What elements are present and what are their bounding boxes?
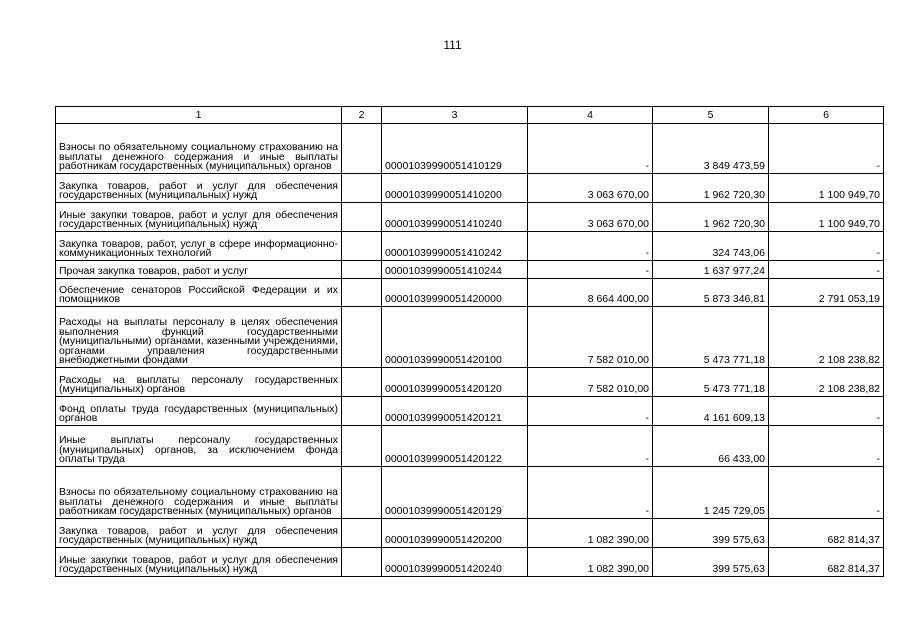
table-row	[56, 203, 884, 232]
row-col4: 1 082 390,00	[528, 548, 653, 577]
row-col6: 682 814,37	[769, 519, 884, 548]
column-header: 6	[769, 107, 884, 124]
row-col5: 1 962 720,30	[653, 174, 769, 203]
row-description: Иные закупки товаров, работ и услуг для обеспечения государственных (муниципальных) нужд	[56, 548, 342, 577]
column-header: 5	[653, 107, 769, 124]
table-row	[56, 279, 884, 307]
row-code: 00001039990051420240	[382, 548, 528, 577]
row-col5: 5 873 346,81	[653, 279, 769, 307]
table-row	[56, 426, 884, 467]
row-col5: 1 962 720,30	[653, 203, 769, 232]
row-code: 00001039990051410200	[382, 174, 528, 203]
row-col6: 1 100 949,70	[769, 174, 884, 203]
row-col2	[342, 261, 382, 279]
table-row	[56, 232, 884, 261]
column-header: 4	[528, 107, 653, 124]
table-header-row	[56, 107, 884, 124]
row-col2	[342, 203, 382, 232]
row-description: Закупка товаров, работ и услуг для обеспечения государственных (муниципальных) нужд	[56, 519, 342, 548]
row-col4: 8 664 400,00	[528, 279, 653, 307]
row-code: 00001039990051420200	[382, 519, 528, 548]
row-col6: 2 791 053,19	[769, 279, 884, 307]
row-col4: -	[528, 426, 653, 467]
column-header: 1	[56, 107, 342, 124]
row-col4: -	[528, 124, 653, 174]
row-code: 00001039990051420000	[382, 279, 528, 307]
row-col2	[342, 426, 382, 467]
row-description: Взносы по обязательному социальному страхованию на выплаты денежного содержания и иные выплаты работникам государственных (муниципальных) органов	[56, 124, 342, 174]
row-col5: 5 473 771,18	[653, 307, 769, 368]
row-col5: 1 637 977,24	[653, 261, 769, 279]
row-col4: -	[528, 261, 653, 279]
row-col2	[342, 279, 382, 307]
row-col6: 2 108 238,82	[769, 368, 884, 397]
row-code: 00001039990051420121	[382, 397, 528, 426]
row-col4: 3 063 670,00	[528, 203, 653, 232]
table-row	[56, 548, 884, 577]
row-col2	[342, 548, 382, 577]
row-col2	[342, 124, 382, 174]
table-row	[56, 397, 884, 426]
table-row	[56, 368, 884, 397]
column-header: 2	[342, 107, 382, 124]
row-col5: 5 473 771,18	[653, 368, 769, 397]
row-description: Взносы по обязательному социальному страхованию на выплаты денежного содержания и иные выплаты работникам государственных (муниципальных) органов	[56, 467, 342, 519]
row-description: Закупка товаров, работ, услуг в сфере информационно-коммуникационных технологий	[56, 232, 342, 261]
row-col5: 399 575,63	[653, 548, 769, 577]
table-row	[56, 174, 884, 203]
row-col5: 1 245 729,05	[653, 467, 769, 519]
row-col2	[342, 232, 382, 261]
column-header: 3	[382, 107, 528, 124]
row-col2	[342, 368, 382, 397]
row-col6: -	[769, 426, 884, 467]
row-col4: 3 063 670,00	[528, 174, 653, 203]
row-description: Иные выплаты персоналу государственных (муниципальных) органов, за исключением фонда оплаты труда	[56, 426, 342, 467]
row-col5: 324 743,06	[653, 232, 769, 261]
row-code: 00001039990051420120	[382, 368, 528, 397]
row-description: Расходы на выплаты персоналу государственных (муниципальных) органов	[56, 368, 342, 397]
row-col6: 682 814,37	[769, 548, 884, 577]
row-col5: 66 433,00	[653, 426, 769, 467]
row-col5: 4 161 609,13	[653, 397, 769, 426]
row-col6: -	[769, 397, 884, 426]
row-col2	[342, 174, 382, 203]
table-row	[56, 124, 884, 174]
row-col4: 7 582 010,00	[528, 368, 653, 397]
row-description: Закупка товаров, работ и услуг для обеспечения государственных (муниципальных) нужд	[56, 174, 342, 203]
row-col4: -	[528, 467, 653, 519]
row-col4: 1 082 390,00	[528, 519, 653, 548]
row-col4: -	[528, 232, 653, 261]
row-col6: -	[769, 124, 884, 174]
row-col6: 1 100 949,70	[769, 203, 884, 232]
row-code: 00001039990051410244	[382, 261, 528, 279]
row-code: 00001039990051420129	[382, 467, 528, 519]
row-col6: -	[769, 232, 884, 261]
row-col2	[342, 397, 382, 426]
row-col2	[342, 467, 382, 519]
row-col4: 7 582 010,00	[528, 307, 653, 368]
table-row	[56, 467, 884, 519]
row-col6: -	[769, 467, 884, 519]
table-row	[56, 519, 884, 548]
row-col6: -	[769, 261, 884, 279]
row-col5: 399 575,63	[653, 519, 769, 548]
row-col4: -	[528, 397, 653, 426]
row-code: 00001039990051420122	[382, 426, 528, 467]
row-col2	[342, 519, 382, 548]
row-code: 00001039990051410242	[382, 232, 528, 261]
row-col5: 3 849 473,59	[653, 124, 769, 174]
row-col2	[342, 307, 382, 368]
table-row	[56, 261, 884, 279]
row-code: 00001039990051420100	[382, 307, 528, 368]
budget-table	[55, 106, 884, 577]
row-description: Обеспечение сенаторов Российской Федерации и их помощников	[56, 279, 342, 307]
row-description: Прочая закупка товаров, работ и услуг	[56, 261, 342, 279]
page-number: 111	[443, 38, 462, 52]
row-description: Фонд оплаты труда государственных (муниципальных) органов	[56, 397, 342, 426]
row-description: Расходы на выплаты персоналу в целях обеспечения выполнения функций государственными (муниципальными) органами, казенными учреждениями, органами управления государственными внебюджетными фондами	[56, 307, 342, 368]
row-code: 00001039990051410129	[382, 124, 528, 174]
row-code: 00001039990051410240	[382, 203, 528, 232]
table-row	[56, 307, 884, 368]
row-col6: 2 108 238,82	[769, 307, 884, 368]
row-description: Иные закупки товаров, работ и услуг для обеспечения государственных (муниципальных) нужд	[56, 203, 342, 232]
